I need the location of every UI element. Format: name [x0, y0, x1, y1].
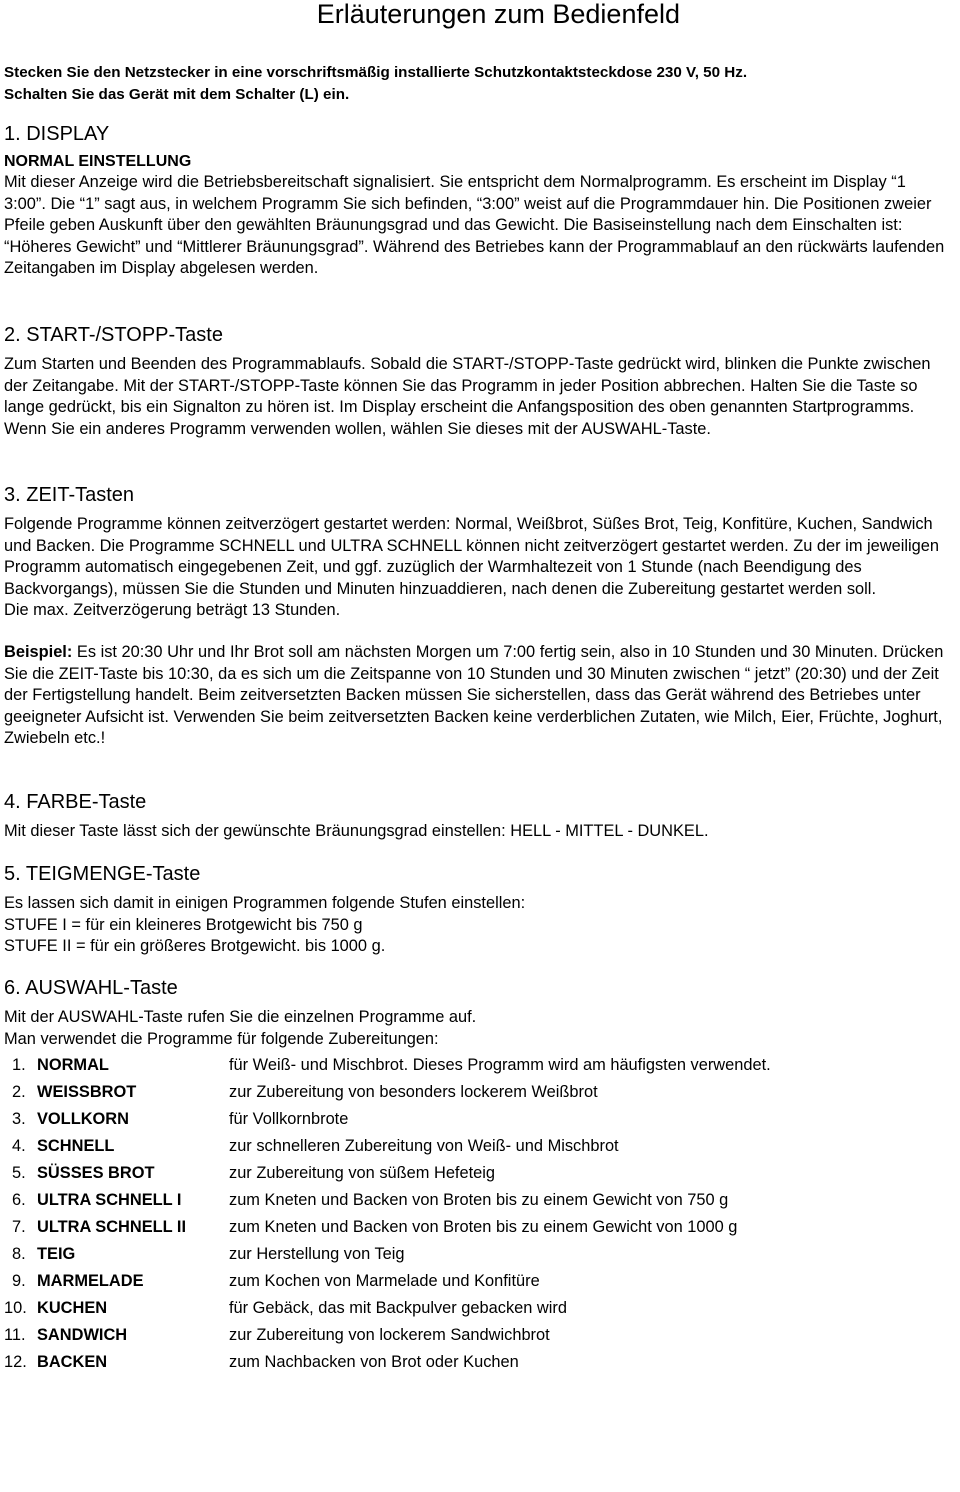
program-number: 5. — [12, 1163, 26, 1182]
section-text-max: Die max. Zeitverzögerung beträgt 13 Stunden. — [4, 601, 341, 620]
section-heading: 6. AUSWAHL-Taste — [4, 977, 178, 999]
page-title: Erläuterungen zum Bedienfeld — [316, 0, 680, 29]
program-description: für Gebäck, das mit Backpulver gebacken wird — [229, 1298, 567, 1317]
section-zeit — [4, 482, 950, 750]
section-auswahl — [4, 975, 950, 1050]
program-name: SANDWICH — [37, 1325, 128, 1344]
list-item — [12, 1133, 952, 1160]
program-number: 8. — [12, 1244, 26, 1263]
program-number: 11. — [4, 1325, 26, 1344]
program-description: zum Kneten und Backen von Broten bis zu einem Gewicht von 750 g — [229, 1190, 729, 1209]
section-heading: 1. DISPLAY — [4, 123, 110, 145]
program-number: 2. — [12, 1082, 26, 1101]
program-name: VOLLKORN — [37, 1109, 129, 1128]
program-number: 4. — [12, 1136, 26, 1155]
list-item — [4, 1295, 952, 1322]
program-description: zur Zubereitung von lockerem Sandwichbrot — [229, 1325, 550, 1344]
section-text: Folgende Programme können zeitverzögert gestartet werden: Normal, Weißbrot, Süßes Brot, Teig, Konfitüre, Kuchen, Sandwich und Backen. Die Programme SCHNELL und ULTRA SCHNELL können nicht zeitverzögert gestartet werden. Zu der im jeweiligen Programm automatisch eingegebenen Zeit, und ggf. zuzüglich der Warmhaltezeit von 1 Stunde (nach Beendigung des Backvorgangs), müssen Sie die Stunden und Minuten hinzuaddieren, nach denen die Zubereitung gestartet werden soll. — [4, 515, 940, 598]
section-heading: 3. ZEIT-Tasten — [4, 484, 135, 506]
intro — [4, 62, 747, 106]
section-text: Mit dieser Taste lässt sich der gewünschte Bräunungsgrad einstellen: HELL - MITTEL - DUNKEL. — [4, 822, 709, 840]
list-item — [12, 1214, 952, 1241]
section-text: Man verwendet die Programme für folgende Zubereitungen: — [4, 1029, 439, 1048]
program-description: zum Nachbacken von Brot oder Kuchen — [229, 1352, 519, 1371]
program-number: 10. — [4, 1298, 27, 1317]
list-item — [4, 1322, 952, 1349]
section-text: Mit dieser Anzeige wird die Betriebsbereitschaft signalisiert. Sie entspricht dem Normalprogramm. Es erscheint im Display “1 3:00”. Die “1” sagt aus, in welchem Programm Sie sich befinden, “3:00” weist auf die Programmdauer hin. Die Positionen zweier Pfeile geben Auskunft über den gewählten Bräunungsgrad und das Gewicht. Die Basiseinstellung nach dem Einschalten ist: “Höheres Gewicht” und “Mittlerer Bräunungsgrad”. Während des Betriebes kann der Programmablauf an den rückwärts laufenden Zeitangaben im Display abgelesen werden. — [4, 173, 945, 278]
program-number: 12. — [4, 1352, 27, 1371]
section-text: Es lassen sich damit in einigen Programmen folgende Stufen einstellen: — [4, 894, 526, 912]
program-name: ULTRA SCHNELL II — [37, 1217, 187, 1236]
section-text: Zum Starten und Beenden des Programmablaufs. Sobald die START-/STOPP-Taste gedrückt wird, blinken die Punkte zwischen der Zeitangabe. Mit der START-/STOPP-Taste können Sie das Programm in jeder Position abbrechen. Halten Sie die Taste so lange gedrückt, bis ein Signalton zu hören ist. Im Display erscheint die Anfangsposition des oben genannten Startprogramms. Wenn Sie ein anderes Programm verwenden wollen, wählen Sie dieses mit der AUSWAHL-Taste. — [4, 355, 931, 438]
program-description: zur Zubereitung von süßem Hefeteig — [229, 1163, 496, 1182]
section-teigmenge — [4, 861, 950, 958]
intro-line: Schalten Sie das Gerät mit dem Schalter (L) ein. — [4, 86, 350, 103]
section-start-stopp — [4, 322, 950, 440]
list-item — [12, 1079, 952, 1106]
section-display — [4, 121, 950, 280]
program-number: 7. — [12, 1217, 26, 1236]
program-description: zur Zubereitung von besonders lockerem Weißbrot — [229, 1082, 598, 1101]
program-description: für Vollkornbrote — [229, 1109, 349, 1128]
section-text: STUFE I = für ein kleineres Brotgewicht bis 750 g — [4, 915, 363, 934]
list-item — [4, 1349, 952, 1376]
list-item — [12, 1241, 952, 1268]
list-item — [12, 1268, 952, 1295]
section-heading: 5. TEIGMENGE-Taste — [4, 863, 201, 885]
example-paragraph — [4, 642, 950, 750]
program-name: SCHNELL — [37, 1136, 115, 1155]
program-number: 9. — [12, 1271, 26, 1290]
program-description: zum Kochen von Marmelade und Konfitüre — [229, 1271, 540, 1290]
program-name: WEISSBROT — [37, 1082, 137, 1101]
program-name: SÜSSES BROT — [37, 1163, 155, 1182]
section-farbe — [4, 789, 950, 843]
list-item — [12, 1052, 952, 1079]
example-label: Beispiel: — [4, 642, 73, 661]
program-description: zur Herstellung von Teig — [229, 1244, 405, 1263]
program-description: für Weiß- und Mischbrot. Dieses Programm wird am häufigsten verwendet. — [229, 1055, 771, 1074]
program-description: zum Kneten und Backen von Broten bis zu einem Gewicht von 1000 g — [229, 1217, 738, 1236]
program-name: MARMELADE — [37, 1271, 144, 1290]
list-item — [12, 1187, 952, 1214]
section-heading: 4. FARBE-Taste — [4, 791, 147, 813]
section-heading: 2. START-/STOPP-Taste — [4, 324, 223, 346]
intro-line: Stecken Sie den Netzstecker in eine vorschriftsmäßig installierte Schutzkontaktsteckdose 230 V, 50 Hz. — [4, 64, 748, 81]
program-number: 6. — [12, 1190, 26, 1209]
section-text: STUFE II = für ein größeres Brotgewicht. bis 1000 g. — [4, 937, 386, 956]
program-name: NORMAL — [37, 1055, 109, 1074]
program-name: TEIG — [37, 1244, 76, 1263]
program-number: 1. — [12, 1055, 26, 1074]
section-text: Mit der AUSWAHL-Taste rufen Sie die einzelnen Programme auf. — [4, 1008, 477, 1026]
example-text: Es ist 20:30 Uhr und Ihr Brot soll am nächsten Morgen um 7:00 fertig sein, also in 10 Stunden und 30 Minuten. Drücken Sie die ZEIT-Taste bis 10:30, da es sich um die Zeitspanne von 10 Stunden und 30 Minuten zwischen “ jetzt” (20:30) und der Zeit der Fertigstellung handelt. Beim zeitversetzten Backen müssen Sie sicherstellen, dass das Gerät während des Betriebes unter geeigneter Aufsicht ist. Verwenden Sie beim zeitversetzten Backen keine verderblichen Zutaten, wie Milch, Eier, Früchte, Joghurt, Zwiebeln etc.! — [4, 642, 944, 748]
program-list — [4, 1052, 952, 1376]
program-name: KUCHEN — [37, 1298, 108, 1317]
list-item — [12, 1106, 952, 1133]
program-number: 3. — [12, 1109, 26, 1128]
list-item — [12, 1160, 952, 1187]
program-name: ULTRA SCHNELL I — [37, 1190, 182, 1209]
program-name: BACKEN — [37, 1352, 108, 1371]
program-description: zur schnelleren Zubereitung von Weiß- und Mischbrot — [229, 1136, 619, 1155]
section-subheading: NORMAL EINSTELLUNG — [4, 153, 192, 170]
